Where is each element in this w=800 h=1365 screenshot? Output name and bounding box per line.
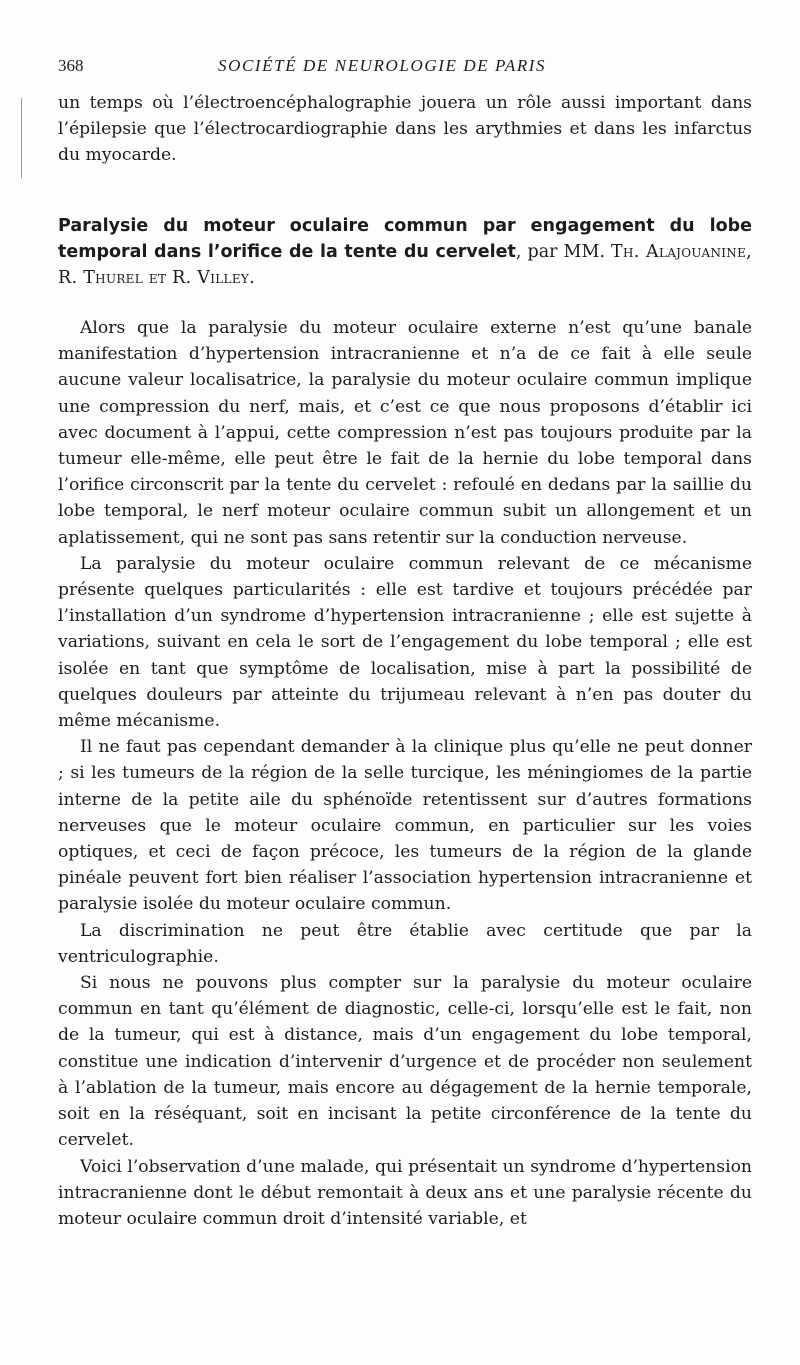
body-paragraph: Voici l’observation d’une malade, qui présentait un syndrome d’hypertension intracranienne dont le début remontait à deux ans et une paralysie récente du moteur oculaire commun droit d’intensité variable, et bbox=[58, 1156, 752, 1229]
intro-paragraph: un temps où l’électroencéphalographie jouera un rôle aussi important dans l’épilepsie que l’électrocardiographie dans les arythmies et dans les infarctus du myocarde. bbox=[58, 93, 752, 166]
body-paragraph: Alors que la paralysie du moteur oculaire externe n’est qu’une banale manifestation d’hypertension intracranienne et n’a de ce fait à elle seule aucune valeur localisatrice, la paralysie du moteur oculaire commun implique une compression du nerf, mais, et c’est ce que nous proposons d’établir ici avec document à l’appui, cette compression n’est pas toujours produite par la tumeur elle-même, elle peut être le fait de la hernie du lobe temporal dans l’orifice circonscrit par la tente du cervelet : refoulé en dedans par la saillie du lobe temporal, le nerf moteur oculaire commun subit un allongement et un aplatissement, qui ne sont pas sans retentir sur la conduction nerveuse. bbox=[58, 318, 752, 548]
margin-scan-line bbox=[21, 98, 22, 178]
body-paragraph: Si nous ne pouvons plus compter sur la paralysie du moteur oculaire commun en tant qu’élément de diagnostic, celle-ci, lorsqu’elle est le fait, non de la tumeur, qui est à distance, mais d’un engagement du lobe temporal, constitue une indication d’intervenir d’urgence et de procéder non seulement à l’ablation de la tumeur, mais encore au dégagement de la hernie temporale, soit en la réséquant, soit en incisant la petite circonférence de la tente du cervelet. bbox=[58, 973, 752, 1151]
article-heading bbox=[58, 213, 752, 291]
page-number: 368 bbox=[58, 56, 84, 75]
article-body bbox=[58, 315, 752, 1232]
article-authors: Th. Alajouanine, R. Thurel et R. Villey. bbox=[58, 242, 753, 288]
byline-prefix: , par MM. bbox=[515, 242, 605, 262]
body-paragraph: Il ne faut pas cependant demander à la clinique plus qu’elle ne peut donner ; si les tumeurs de la région de la selle turcique, les méningiomes de la partie interne de la petite aile du sphénoïde retentissent sur d’autres formations nerveuses que le moteur oculaire commun, en particulier sur les voies optiques, et ceci de façon précoce, les tumeurs de la région de la glande pinéale peuvent fort bien réaliser l’association hypertension intracranienne et paralysie isolée du moteur oculaire commun. bbox=[58, 737, 752, 915]
running-title: SOCIÉTÉ DE NEUROLOGIE DE PARIS bbox=[218, 56, 547, 75]
body-paragraph: La discrimination ne peut être établie avec certitude que par la ventriculographie. bbox=[58, 920, 752, 967]
body-paragraph: La paralysie du moteur oculaire commun relevant de ce mécanisme présente quelques particularités : elle est tardive et toujours précédée par l’installation d’un syndrome d’hypertension intracranienne ; elle est sujette à variations, suivant en cela le sort de l’engagement du lobe temporal ; elle est isolée en tant que symptôme de localisation, mise à part la possibilité de quelques douleurs par atteinte du trijumeau relevant à n’en pas douter du même mécanisme. bbox=[58, 553, 752, 732]
page-header bbox=[58, 56, 748, 80]
article-title: Paralysie du moteur oculaire commun par engagement du lobe temporal dans l’orifice de la tente du cervelet bbox=[58, 216, 752, 262]
